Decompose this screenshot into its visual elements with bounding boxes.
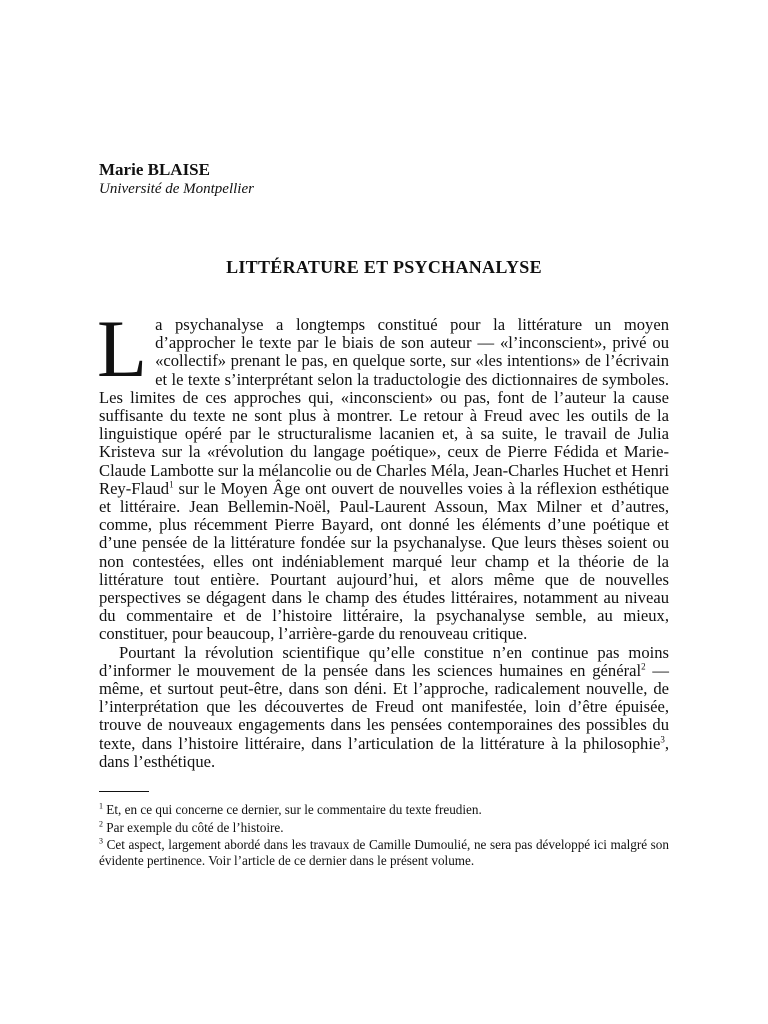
paragraph-2-text-b: — même, et surtout peut-être, dans son déni. Et l’approche, radicalement nouvelle, de l’interprétation que les découvertes de Freud ont manifestée, loin d’être épuisée, trouve de nouveaux engagements dans les pensées contemporaines des possibles du texte, dans l’histoire littéraire, dans l’articulation de la littérature à la philosophie: [99, 660, 669, 753]
footnote-2: [99, 820, 669, 836]
footnote-text: Par exemple du côté de l’histoire.: [103, 819, 284, 835]
footnotes: [99, 802, 669, 868]
drop-cap: L: [97, 303, 148, 394]
paragraph-1-text-b: sur le Moyen Âge ont ouvert de nouvelles voies à la réflexion esthétique et littéraire. Jean Bellemin-Noël, Paul-Laurent Assoun, Max Milner et d’autres, comme, plus récemment Pierre Bayard, ont donné les éléments d’une poétique et d’une pensée de la littérature fondée sur la psychanalyse. Que leurs thèses soient ou non contestées, elles ont indéniablement marqué leur champ et la théorie de la littérature tout entière. Pourtant aujourd’hui, et alors même que de nouvelles perspectives se dégagent dans le champ des études littéraires, notamment au niveau du commentaire et de l’histoire littéraire, la psychanalyse semble, au mieux, constituer, pour beaucoup, l’arrière-garde du renouveau critique.: [99, 478, 669, 644]
paragraph-2-text-c: , dans l’esthétique.: [99, 733, 669, 771]
footnote-ref-1: 1: [169, 479, 174, 490]
article-title: LITTÉRATURE ET PSYCHANALYSE: [226, 257, 542, 277]
paragraph-2-text-a: Pourtant la révolution scientifique qu’elle constitue n’en continue pas moins d’informer le mouvement de la pensée dans les sciences humaines en général: [99, 642, 669, 680]
footnote-1: [99, 802, 669, 818]
footnote-separator: [99, 791, 149, 792]
footnote-text: Cet aspect, largement abordé dans les travaux de Camille Dumoulié, ne sera pas développé ici malgré son évidente pertinence. Voir l’article de ce dernier dans le présent volume.: [99, 837, 669, 868]
author-name: Marie BLAISE: [99, 160, 210, 179]
author-affiliation: Université de Montpellier: [99, 181, 254, 197]
footnote-ref-3: 3: [660, 734, 665, 745]
paragraph-1: [97, 303, 669, 644]
article-body: [97, 303, 669, 771]
footnote-text: Et, en ce qui concerne ce dernier, sur le commentaire du texte freudien.: [103, 802, 482, 818]
page: [99, 160, 669, 870]
footnote-number: 1: [99, 801, 103, 811]
footnote-number: 2: [99, 819, 103, 829]
footnote-3: [99, 837, 669, 868]
footnote-number: 3: [99, 836, 103, 846]
paragraph-2: [99, 644, 669, 771]
footnote-ref-2: 2: [641, 661, 646, 672]
paragraph-1-text-a: a psychanalyse a longtemps constitué pour la littérature un moyen d’approcher le texte par le biais de son auteur — «l’inconscient», privé ou «collectif» prenant le pas, en quelque sorte, sur «les intentions» de l’écrivain et le texte s’interprétant selon la traductologie des dictionnaires de symboles. Les limites de ces approches qui, «inconscient» ou pas, font de l’auteur la cause suffisante du texte ne sont plus à montrer. Le retour à Freud avec les outils de la linguistique opéré par le structuralisme lacanien et, à sa suite, le travail de Julia Kristeva sur la «révolution du langage poétique», ceux de Pierre Fédida et Marie-Claude Lambotte sur la mélancolie ou de Charles Méla, Jean-Charles Huchet et Henri Rey-Flaud: [99, 315, 669, 498]
